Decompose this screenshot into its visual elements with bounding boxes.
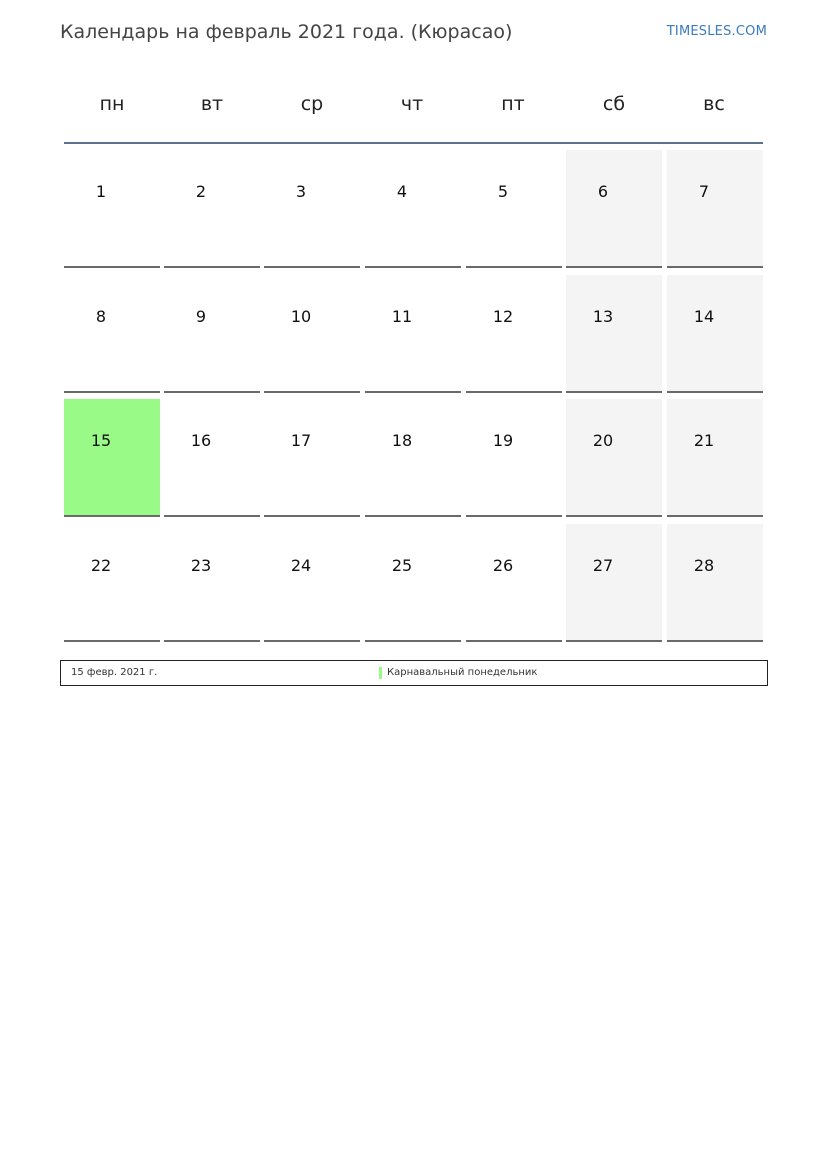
weekday-label: ср (300, 93, 324, 115)
day-number: 19 (492, 431, 514, 450)
day-cell (64, 275, 160, 393)
day-number: 20 (592, 431, 614, 450)
day-number: 7 (698, 182, 710, 201)
day-cell (466, 150, 562, 268)
day-cell (164, 150, 260, 268)
day-cell (466, 275, 562, 393)
day-cell (64, 524, 160, 642)
day-number: 24 (290, 556, 312, 575)
weekend-day-cell (667, 150, 763, 268)
day-number: 27 (592, 556, 614, 575)
weekend-day-cell (566, 150, 662, 268)
weekday-header (64, 80, 763, 144)
day-number: 15 (90, 431, 112, 450)
weekend-day-cell (566, 275, 662, 393)
day-number: 4 (396, 182, 408, 201)
day-cell (365, 275, 461, 393)
day-cell (264, 150, 360, 268)
day-number: 9 (195, 307, 207, 326)
day-cell (365, 399, 461, 517)
day-number: 25 (391, 556, 413, 575)
day-cell (164, 399, 260, 517)
day-cell (164, 275, 260, 393)
day-cell (64, 150, 160, 268)
day-number: 2 (195, 182, 207, 201)
day-number: 3 (295, 182, 307, 201)
day-cell (164, 524, 260, 642)
weekend-day-cell (667, 275, 763, 393)
weekday-label: чт (400, 93, 424, 115)
day-number: 17 (290, 431, 312, 450)
day-cell (466, 399, 562, 517)
day-cell (365, 524, 461, 642)
weekend-day-cell (667, 399, 763, 517)
day-number: 5 (497, 182, 509, 201)
day-number: 12 (492, 307, 514, 326)
holiday-legend (60, 660, 768, 686)
site-link[interactable]: TIMESLES.COM (666, 24, 767, 39)
weekday-label: сб (602, 93, 626, 115)
day-cell (264, 275, 360, 393)
page-title: Календарь на февраль 2021 года. (Кюрасао) (60, 21, 513, 43)
calendar-grid (64, 150, 764, 645)
weekday-label: пт (501, 93, 525, 115)
weekday-label: вс (703, 93, 725, 115)
legend-holiday-name: Карнавальный понедельник (387, 667, 538, 678)
legend-color-swatch (379, 667, 382, 679)
day-cell (264, 399, 360, 517)
day-number: 22 (90, 556, 112, 575)
day-number: 26 (492, 556, 514, 575)
weekday-label: пн (99, 93, 125, 115)
day-number: 28 (693, 556, 715, 575)
day-number: 13 (592, 307, 614, 326)
weekend-day-cell (667, 524, 763, 642)
day-number: 18 (391, 431, 413, 450)
weekend-day-cell (566, 399, 662, 517)
weekday-label: вт (200, 93, 224, 115)
day-cell (365, 150, 461, 268)
holiday-day-cell (64, 399, 160, 517)
day-number: 21 (693, 431, 715, 450)
day-number: 6 (597, 182, 609, 201)
weekend-day-cell (566, 524, 662, 642)
day-number: 1 (95, 182, 107, 201)
day-number: 11 (391, 307, 413, 326)
day-cell (264, 524, 360, 642)
day-number: 16 (190, 431, 212, 450)
day-number: 23 (190, 556, 212, 575)
day-number: 10 (290, 307, 312, 326)
day-cell (466, 524, 562, 642)
day-number: 14 (693, 307, 715, 326)
day-number: 8 (95, 307, 107, 326)
legend-date: 15 февр. 2021 г. (71, 667, 158, 678)
